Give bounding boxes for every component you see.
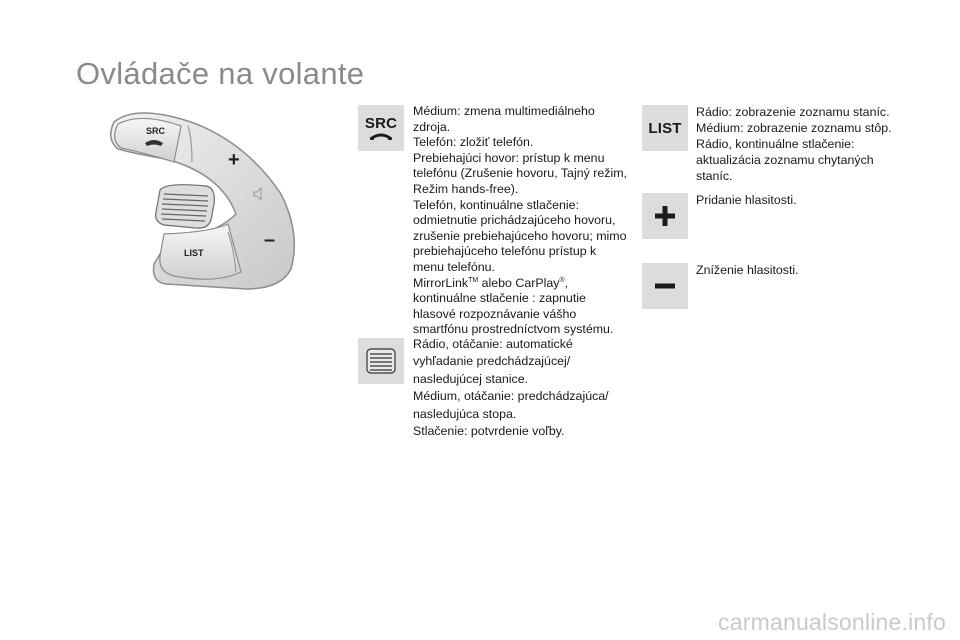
src-icon xyxy=(358,105,404,151)
volume-down-description xyxy=(696,263,896,279)
list-button-label: LIST xyxy=(184,248,204,258)
phone-hangup-icon xyxy=(368,131,394,141)
volume-down-label: – xyxy=(264,229,276,251)
thumbwheel-description xyxy=(413,336,628,440)
steering-controls-illustration xyxy=(96,104,306,294)
src-icon-label: SRC xyxy=(364,114,398,132)
voice-recognition-text: , kontinuálne stlačenie : zapnutie hlasové rozpoznávanie vášho smartfónu prostredníctvom systému. xyxy=(413,275,614,337)
minus-icon xyxy=(654,275,676,297)
src-description xyxy=(413,104,628,338)
list-description xyxy=(696,104,906,184)
thumbwheel-illustration xyxy=(156,185,215,228)
volume-up-icon xyxy=(642,193,688,239)
src-button-label: SRC xyxy=(146,126,166,136)
list-desc-line: Rádio, kontinuálne stlačenie: aktualizácia zoznamu chytaných staníc. xyxy=(696,137,874,183)
wheel-desc-line: Médium, otáčanie: predchádzajúca/ nasledujúca stopa. xyxy=(413,389,609,421)
registered-mark: ® xyxy=(559,276,565,284)
src-desc-line: Prebiehajúci hovor: prístup k menu telefónu (Zrušenie hovoru, Tajný režim, Režim hands-free). xyxy=(413,150,627,196)
list-desc-line: Rádio: zobrazenie zoznamu staníc. xyxy=(696,105,890,119)
plus-desc-line: Pridanie hlasitosti. xyxy=(696,193,797,207)
wheel-desc-line: Rádio, otáčanie: automatické vyhľadanie predchádzajúcej/ nasledujúcej stanice. xyxy=(413,337,573,386)
src-desc-line: Telefón, kontinuálne stlačenie: odmietnutie prichádzajúceho hovoru, zrušenie prebiehajúceho hovoru; mimo prebiehajúceho telefónu prístup k menu telefónu. xyxy=(413,197,627,274)
watermark: carmanualsonline.info xyxy=(718,609,946,635)
src-desc-line: Médium: zmena multimediálneho zdroja. xyxy=(413,104,595,134)
src-desc-line xyxy=(413,276,628,338)
list-icon-label: LIST xyxy=(648,119,682,137)
mirrorlink-text: MirrorLink xyxy=(413,275,469,290)
wheel-desc-line: Stlačenie: potvrdenie voľby. xyxy=(413,424,565,439)
thumbwheel-icon-graphic xyxy=(366,346,396,376)
thumbwheel-icon xyxy=(358,338,404,384)
src-desc-line: Telefón: zložiť telefón. xyxy=(413,135,534,150)
trademark-mark: TM xyxy=(468,276,479,284)
list-desc-line: Médium: zobrazenie zoznamu stôp. xyxy=(696,121,892,135)
plus-icon xyxy=(654,205,676,227)
carplay-text: alebo CarPlay xyxy=(478,275,560,290)
page-title: Ovládače na volante xyxy=(76,56,365,91)
list-icon xyxy=(642,105,688,151)
volume-down-icon xyxy=(642,263,688,309)
minus-desc-line: Zníženie hlasitosti. xyxy=(696,263,799,277)
list-button-illustration xyxy=(160,224,241,279)
volume-up-label: + xyxy=(228,149,240,171)
volume-up-description xyxy=(696,193,896,209)
